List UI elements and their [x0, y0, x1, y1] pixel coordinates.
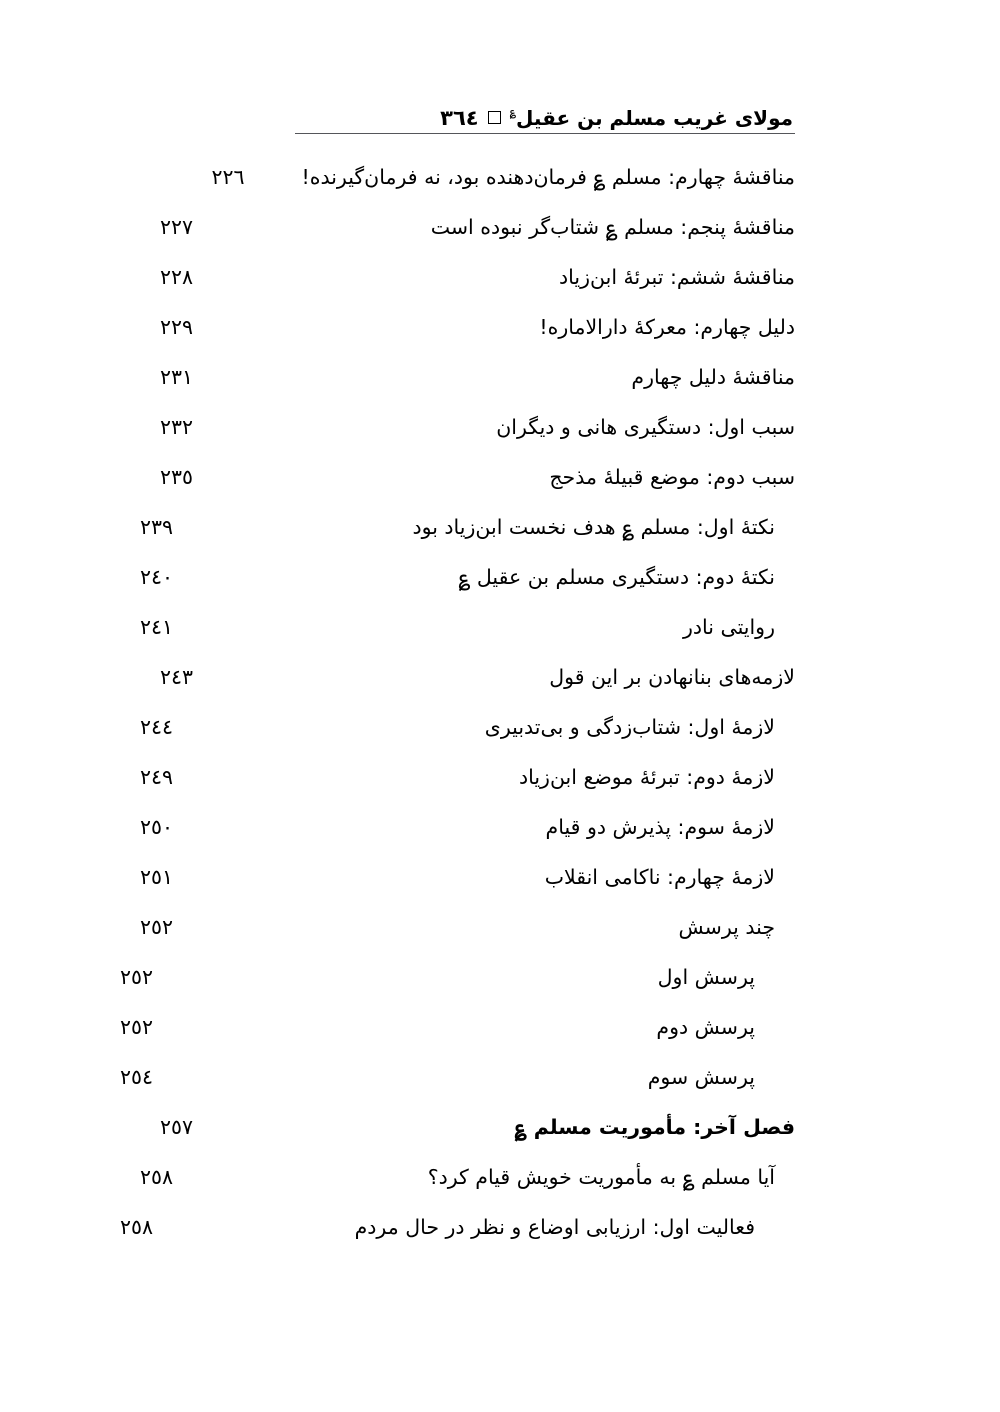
toc-dot-leader — [198, 414, 490, 435]
toc-entry[interactable] — [120, 1202, 795, 1252]
toc-entry-page-number: ٢٣٩ — [140, 515, 174, 539]
toc-entry-title: فعالیت اول: ارزیابی اوضاع و نظر در حال مردم — [354, 1215, 755, 1239]
toc-entry-page-number: ٢٤٤ — [140, 715, 174, 739]
toc-entry[interactable] — [140, 902, 795, 952]
toc-entry-title: نکتهٔ اول: مسلم ؏ هدف نخست ابن‌زیاد بود — [412, 515, 775, 539]
toc-entry[interactable] — [160, 252, 795, 302]
toc-dot-leader — [198, 314, 533, 335]
toc-entry[interactable] — [160, 152, 795, 202]
toc-entry[interactable] — [140, 752, 795, 802]
toc-entry-title: نکتهٔ دوم: دستگیری مسلم بن عقیل ؏ — [458, 565, 775, 589]
toc-entry-page-number: ٢٤٠ — [140, 565, 174, 589]
toc-dot-leader — [178, 714, 479, 735]
toc-entry[interactable] — [160, 652, 795, 702]
toc-entry-page-number: ٢٥٧ — [160, 1115, 194, 1139]
toc-entry-page-number: ٢٣٥ — [160, 465, 194, 489]
toc-entry-page-number: ٢٥١ — [140, 865, 174, 889]
toc-entry-page-number: ٢٥٠ — [140, 815, 174, 839]
toc-entry-title: لازمه‌های بنانهادن بر این قول — [549, 665, 795, 689]
toc-entry-page-number: ٢٥٢ — [120, 1015, 154, 1039]
toc-entry-page-number: ٢٥٤ — [120, 1065, 154, 1089]
toc-dot-leader — [198, 364, 625, 385]
toc-entry[interactable] — [140, 802, 795, 852]
toc-entry-title: فصل آخر: مأموریت مسلم ؏ — [514, 1115, 795, 1139]
toc-entry[interactable] — [160, 302, 795, 352]
toc-dot-leader — [178, 514, 406, 535]
toc-entry[interactable] — [140, 602, 795, 652]
honorific-icon: ؏ — [509, 105, 517, 119]
toc-dot-leader — [158, 1214, 349, 1235]
toc-entry[interactable] — [120, 1002, 795, 1052]
toc-dot-leader — [198, 1114, 509, 1135]
toc-entry-title: دلیل چهارم: معرکهٔ دارالاماره! — [539, 315, 795, 339]
toc-entry[interactable] — [120, 1052, 795, 1102]
running-head — [160, 96, 840, 134]
toc-entry-page-number: ٢٥٢ — [140, 915, 174, 939]
toc-entry-title: مناقشهٔ پنجم: مسلم ؏ شتاب‌گر نبوده است — [430, 215, 795, 239]
toc-dot-leader — [198, 264, 553, 285]
toc-entry-page-number: ٢٣١ — [160, 365, 194, 389]
toc-dot-leader — [158, 1014, 650, 1035]
toc-dot-leader — [158, 1064, 642, 1085]
toc-dot-leader — [178, 764, 513, 785]
toc-entry[interactable] — [160, 352, 795, 402]
toc-entry-title: مناقشهٔ دلیل چهارم — [631, 365, 795, 389]
toc-entry-title: پرسش اول — [657, 965, 755, 989]
toc-dot-leader — [178, 1164, 422, 1185]
toc-entry-page-number: ٢٢٨ — [160, 265, 194, 289]
running-head-folio: ٣٦٤ — [440, 106, 479, 130]
toc-entry-page-number: ٢٥٨ — [140, 1165, 174, 1189]
toc-entry-title: لازمهٔ چهارم: ناکامی انقلاب — [544, 865, 775, 889]
toc-entry-title: مناقشهٔ چهارم: مسلم ؏ فرمان‌دهنده بود، نه فرمان‌گیرنده! — [301, 165, 795, 189]
toc-entry-title: آیا مسلم ؏ به مأموریت خویش قیام کرد؟ — [427, 1165, 775, 1189]
toc-entry[interactable] — [140, 502, 795, 552]
toc-entry-title: روایتی نادر — [683, 615, 775, 639]
toc-entry[interactable] — [140, 852, 795, 902]
toc-entry-page-number: ٢٢٩ — [160, 315, 194, 339]
toc-entry-title: چند پرسش — [678, 915, 775, 939]
toc-entry-title: پرسش سوم — [647, 1065, 755, 1089]
toc-dot-leader — [249, 164, 295, 185]
toc-dot-leader — [198, 214, 425, 235]
toc-entry-title: لازمهٔ سوم: پذیرش دو قیام — [545, 815, 775, 839]
toc-entry-page-number: ٢٤١ — [140, 615, 174, 639]
toc-entry[interactable] — [160, 402, 795, 452]
toc-entry-title: سبب اول: دستگیری هانی و دیگران — [496, 415, 795, 439]
toc-entry-title: پرسش دوم — [656, 1015, 755, 1039]
square-bullet-icon — [488, 111, 501, 124]
running-head-rule — [295, 105, 795, 134]
toc-entry[interactable] — [160, 452, 795, 502]
toc-entry-title: سبب دوم: موضع قبیلهٔ مذحج — [549, 465, 795, 489]
toc-entry[interactable] — [140, 1152, 795, 1202]
table-of-contents — [120, 152, 795, 1252]
toc-entry-title: لازمهٔ دوم: تبرئهٔ موضع ابن‌زیاد — [518, 765, 775, 789]
toc-entry-page-number: ٢٥٨ — [120, 1215, 154, 1239]
toc-entry-page-number: ٢٤٩ — [140, 765, 174, 789]
toc-dot-leader — [158, 964, 652, 985]
toc-dot-leader — [178, 814, 539, 835]
running-head-title: مولای غریب مسلم بن عقیل؏ — [509, 105, 793, 130]
toc-dot-leader — [178, 914, 672, 935]
toc-entry-page-number: ٢٢٦ — [211, 165, 245, 189]
toc-dot-leader — [178, 864, 539, 885]
toc-dot-leader — [178, 614, 677, 635]
toc-entry-page-number: ٢٥٢ — [120, 965, 154, 989]
toc-entry[interactable] — [160, 1102, 795, 1152]
toc-entry-page-number: ٢٣٢ — [160, 415, 194, 439]
toc-entry-page-number: ٢٢٧ — [160, 215, 194, 239]
toc-entry-title: مناقشهٔ ششم: تبرئهٔ ابن‌زیاد — [559, 265, 795, 289]
toc-entry-title: لازمهٔ اول: شتاب‌زدگی و بی‌تدبیری — [484, 715, 775, 739]
toc-dot-leader — [198, 664, 543, 685]
toc-dot-leader — [178, 564, 452, 585]
toc-entry[interactable] — [140, 702, 795, 752]
toc-entry[interactable] — [120, 952, 795, 1002]
toc-entry[interactable] — [140, 552, 795, 602]
toc-entry-page-number: ٢٤٣ — [160, 665, 194, 689]
toc-entry[interactable] — [160, 202, 795, 252]
toc-dot-leader — [198, 464, 543, 485]
